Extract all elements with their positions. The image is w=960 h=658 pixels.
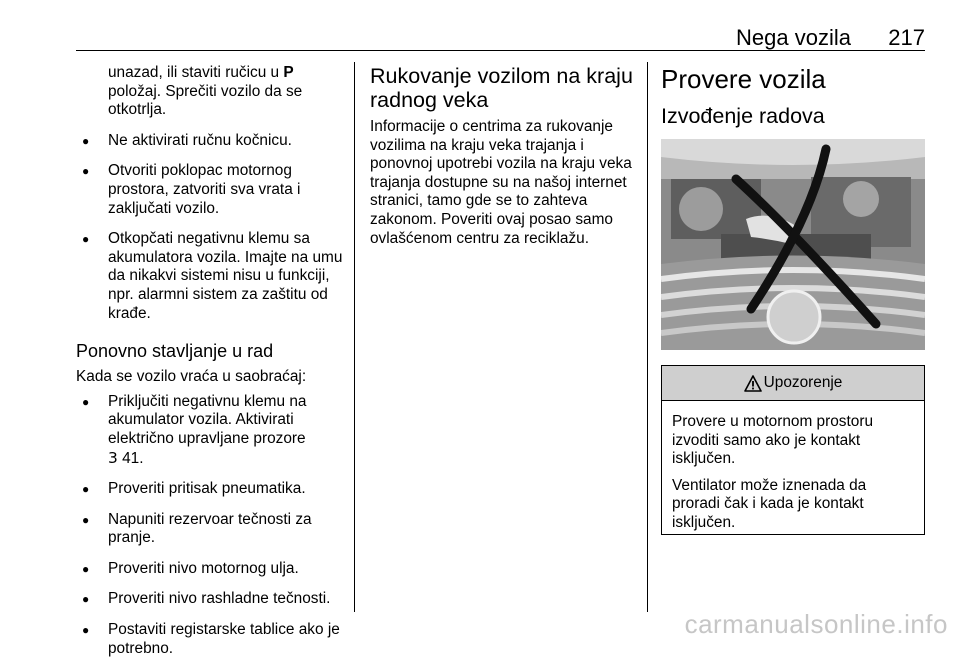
watermark: carmanualsonline.info [684,609,948,639]
column-left [76,64,346,658]
engine-bay-with-cross-photo [661,139,925,350]
warning-paragraph: Ventilator može iznenada da proradi čak i kada je kontakt isključen. [672,476,867,531]
header-rule [76,50,925,51]
warning-triangle-icon [744,375,762,392]
section-heading: Izvođenje radova [661,104,825,128]
page-header [76,26,925,50]
list-item: ● Napuniti rezervoar tečnosti za pranje. [76,511,346,548]
header-title: Nega vozila [736,25,851,50]
restart-bullets [76,393,346,658]
list-item: ● Otvoriti poklopac motornog prostora, zatvoriti sva vrata i zaključati vozilo. [76,162,346,218]
list-item: ● Priključiti negativnu klemu na akumulator vozila. Aktivirati električno upravljane prozore 3 41. [76,393,346,468]
list-item: ● Proveriti nivo rashladne tečnosti. [76,590,346,609]
list-item: ● Proveriti pritisak pneumatika. [76,480,346,499]
warning-title: Upozorenje [763,374,843,391]
list-item: ● Postaviti registarske tablice ako je potrebno. [76,621,346,658]
column-divider-1 [354,62,355,612]
list-item: ● Proveriti nivo motornog ulja. [76,560,346,579]
warning-paragraph: Provere u motornom prostoru izvoditi samo ako je kontakt isključen. [672,413,874,468]
page-number: 217 [888,25,925,50]
warning-box [661,365,925,535]
list-item: ● Otkopčati negativnu klemu sa akumulatora vozila. Imajte na umu da nikakvi sistemi nisu u funkciji, npr. alarmni sistem za zaštitu od krađe. [76,230,346,323]
continued-paragraph: unazad, ili staviti ručicu u P položaj. Sprečiti vozilo da se otkotrlja. [108,64,303,119]
list-item: ● Ne aktivirati ručnu kočnicu. [76,132,346,151]
warning-body [662,401,924,533]
page-reference-icon[interactable]: 3 [108,448,118,467]
chapter-heading: Provere vozila [661,64,826,94]
page-reference-number[interactable]: 41. [117,449,144,467]
warning-header [662,366,924,401]
column-divider-2 [647,62,648,612]
section-subheading: Ponovno stavljanje u rad [76,341,274,362]
engine-bay-photo [661,139,925,350]
column-middle [370,64,640,248]
storage-bullets [76,132,346,323]
column-right [661,64,925,128]
section-body: Informacije o centrima za rukovanje vozilima na kraju veka trajanja i ponovnoj upotrebi vozila na kraju veka trajanja dostupne su na našoj internet stranici, tamo gde se to zahteva zakonom. Poveriti ovaj posao samo ovlašćenom centru za reciklažu. [370,118,632,247]
section-heading: Rukovanje vozilom na kraju radnog veka [370,64,633,112]
gear-position-p: P [283,64,294,81]
section-intro: Kada se vozilo vraća u saobraćaj: [76,368,307,386]
